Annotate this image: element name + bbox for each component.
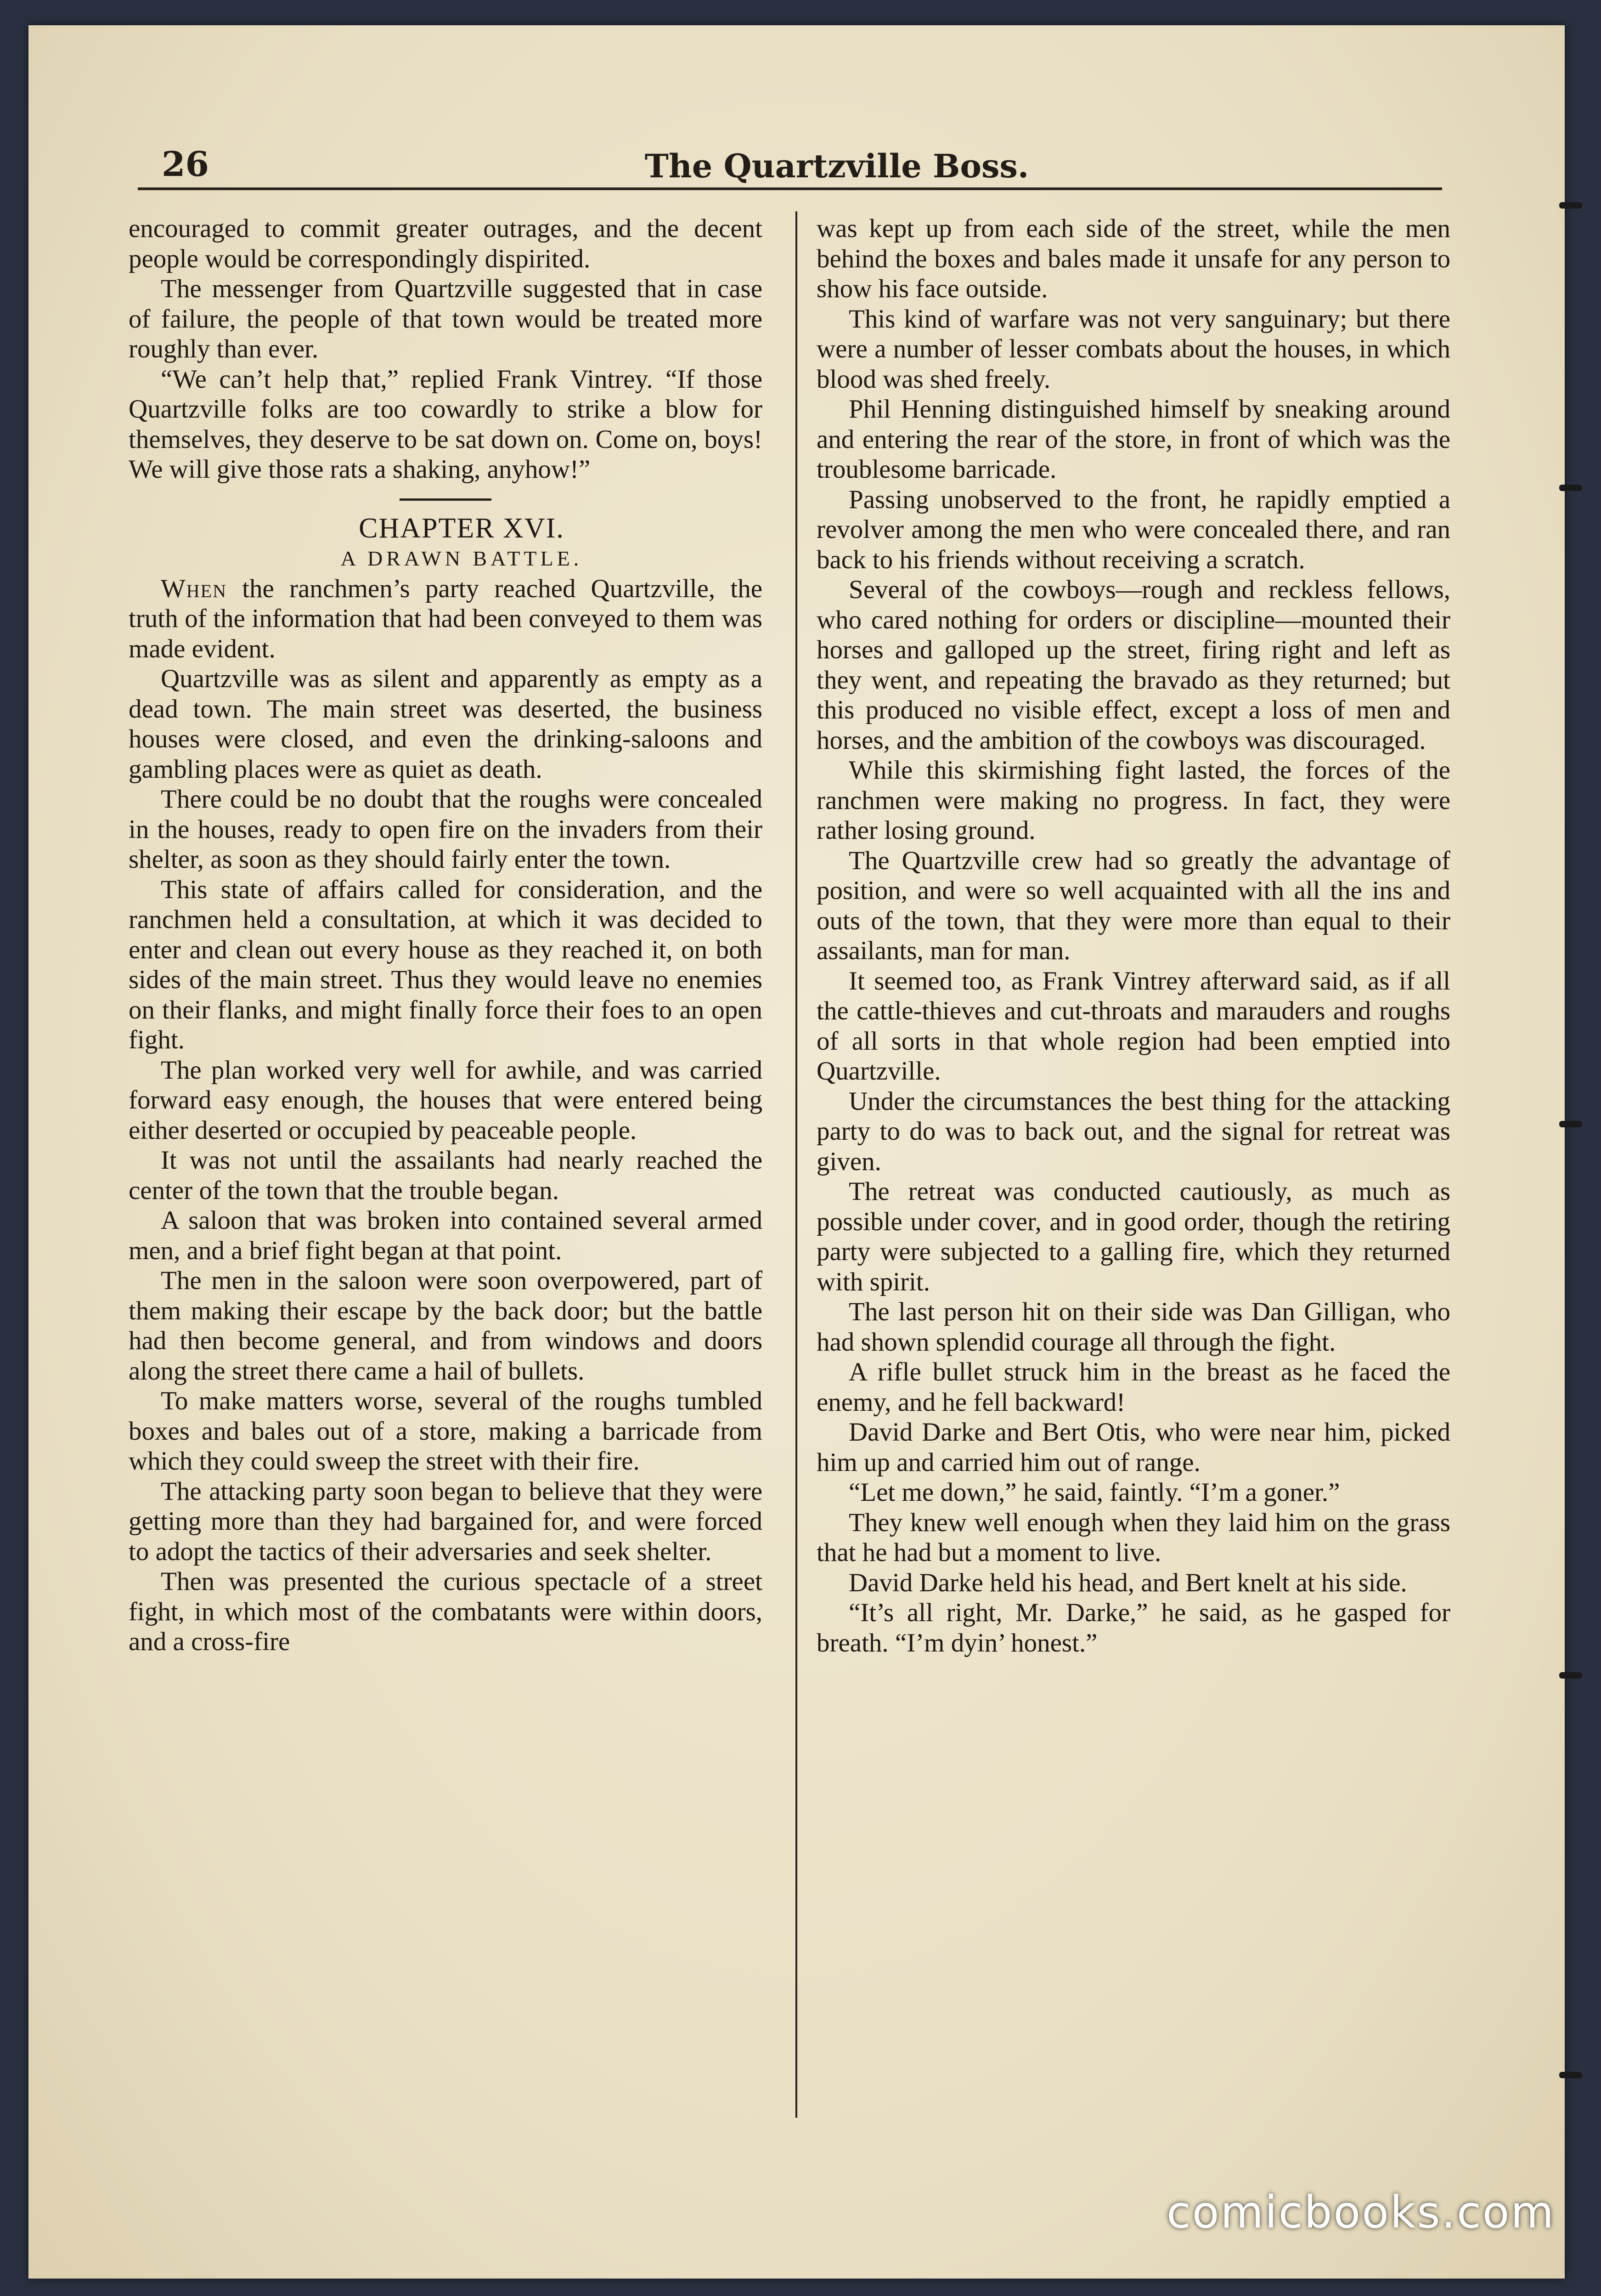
paragraph: “We can’t help that,” replied Frank Vintrey. “If those Quartzville folks are too cowardly to strike a blow for themselves, they deserve to be sat down on. Come on, boys! We will give those rats a shaking, anyhow!”: [129, 364, 762, 484]
page-number: 26: [162, 145, 209, 184]
column-divider: [795, 211, 797, 2118]
paragraph: The messenger from Quartzville suggested that in case of failure, the people of that town would be treated more roughly than ever.: [129, 274, 762, 363]
chapter-lead-word: When: [161, 574, 227, 603]
running-head: The Quartzville Boss.: [644, 147, 1029, 185]
left-column: [129, 214, 762, 2134]
paragraph: The plan worked very well for awhile, and was carried forward easy enough, the houses that were entered being either deserted or occupied by peaceable people.: [129, 1055, 762, 1145]
paragraph: There could be no doubt that the roughs were concealed in the houses, ready to open fire on the invaders from their shelter, as soon as they should fairly enter the town.: [129, 785, 762, 874]
paragraph: Passing unobserved to the front, he rapidly emptied a revolver among the men who were concealed there, and ran back to his friends without receiving a scratch.: [817, 485, 1450, 574]
paragraph: The attacking party soon began to believe that they were getting more than they had bargained for, and were forced to adopt the tactics of their adversaries and seek shelter.: [129, 1476, 762, 1566]
binding-staple: [1559, 2072, 1582, 2078]
paragraph-text: the ranchmen’s party reached Quartzville, the truth of the information that had been conveyed to them was made evident.: [129, 574, 762, 663]
binding-staple: [1559, 202, 1582, 209]
paragraph: They knew well enough when they laid him on the grass that he had but a moment to live.: [817, 1508, 1450, 1567]
paragraph: The Quartzville crew had so greatly the advantage of position, and were so well acquainted with all the ins and outs of the town, that they were more than equal to their assailants, man for man.: [817, 846, 1450, 965]
paragraph: To make matters worse, several of the roughs tumbled boxes and bales out of a store, making a barricade from which they could sweep the street with their fire.: [129, 1386, 762, 1476]
paragraph: The men in the saloon were soon overpowered, part of them making their escape by the back door; but the battle had then become general, and from windows and doors along the street there came a hail of bullets.: [129, 1266, 762, 1386]
chapter-subtitle: A DRAWN BATTLE.: [340, 547, 583, 570]
site-watermark: comicbooks.com: [1167, 2187, 1556, 2238]
binding-staple: [1559, 1672, 1582, 1679]
paragraph: It seemed too, as Frank Vintrey afterward said, as if all the cattle-thieves and cut-throats and marauders and roughs of all sorts in that whole region had been emptied into Quartzville.: [817, 966, 1450, 1086]
paragraph: [129, 574, 762, 664]
paragraph: Phil Henning distinguished himself by sneaking around and entering the rear of the store, in front of which was the troublesome barricade.: [817, 395, 1450, 484]
paragraph: David Darke held his head, and Bert knelt at his side.: [849, 1568, 1407, 1597]
right-column: [817, 214, 1450, 2134]
paragraph: David Darke and Bert Otis, who were near him, picked him up and carried him out of range.: [817, 1418, 1450, 1477]
paragraph: was kept up from each side of the street, while the men behind the boxes and bales made it unsafe for any person to show his face outside.: [817, 214, 1450, 303]
binding-staple: [1559, 485, 1582, 491]
paragraph: A saloon that was broken into contained several armed men, and a brief fight began at that point.: [129, 1206, 762, 1265]
paragraph: This kind of warfare was not very sanguinary; but there were a number of lesser combats about the houses, in which blood was shed freely.: [817, 304, 1450, 394]
chapter-heading: CHAPTER XVI.: [359, 512, 564, 544]
paragraph: “It’s all right, Mr. Darke,” he said, as he gasped for breath. “I’m dyin’ honest.”: [817, 1598, 1450, 1657]
paragraph: Quartzville was as silent and apparently as empty as a dead town. The main street was deserted, the business houses were closed, and even the drinking-saloons and gambling places were as quiet as death.: [129, 664, 762, 784]
paragraph: A rifle bullet struck him in the breast as he faced the enemy, and he fell backward!: [817, 1357, 1450, 1417]
paragraph: “Let me down,” he said, faintly. “I’m a goner.”: [849, 1478, 1340, 1507]
paragraph: While this skirmishing fight lasted, the forces of the ranchmen were making no progress. In fact, they were rather losing ground.: [817, 756, 1450, 845]
paragraph: It was not until the assailants had nearly reached the center of the town that the trouble began.: [129, 1146, 762, 1205]
paragraph: The last person hit on their side was Dan Gilligan, who had shown splendid courage all through the fight.: [817, 1297, 1450, 1357]
paragraph: The retreat was conducted cautiously, as much as possible under cover, and in good order, though the retiring party were subjected to a galling fire, which they returned with spirit.: [817, 1177, 1450, 1296]
paragraph: Then was presented the curious spectacle of a street fight, in which most of the combatants were within doors, and a cross-fire: [129, 1567, 762, 1656]
paragraph: This state of affairs called for consideration, and the ranchmen held a consultation, at which it was decided to enter and clean out every house as they reached it, on both sides of the main street. Thus they would leave no enemies on their flanks, and might finally force their foes to an open fight.: [129, 875, 762, 1054]
paragraph: Several of the cowboys—rough and reckless fellows, who cared nothing for orders or discipline—mounted their horses and galloped up the street, firing right and left as they went, and repeating the bravado as they returned; but this produced no visible effect, except a loss of men and horses, and the ambition of the cowboys was discouraged.: [817, 575, 1450, 755]
header-rule: [138, 187, 1442, 190]
binding-staple: [1559, 1121, 1582, 1127]
paragraph: encouraged to commit greater outrages, and the decent people would be correspondingly dispirited.: [129, 214, 762, 273]
paragraph: Under the circumstances the best thing for the attacking party to do was to back out, and the signal for retreat was given.: [817, 1086, 1450, 1176]
section-rule: [400, 498, 491, 501]
